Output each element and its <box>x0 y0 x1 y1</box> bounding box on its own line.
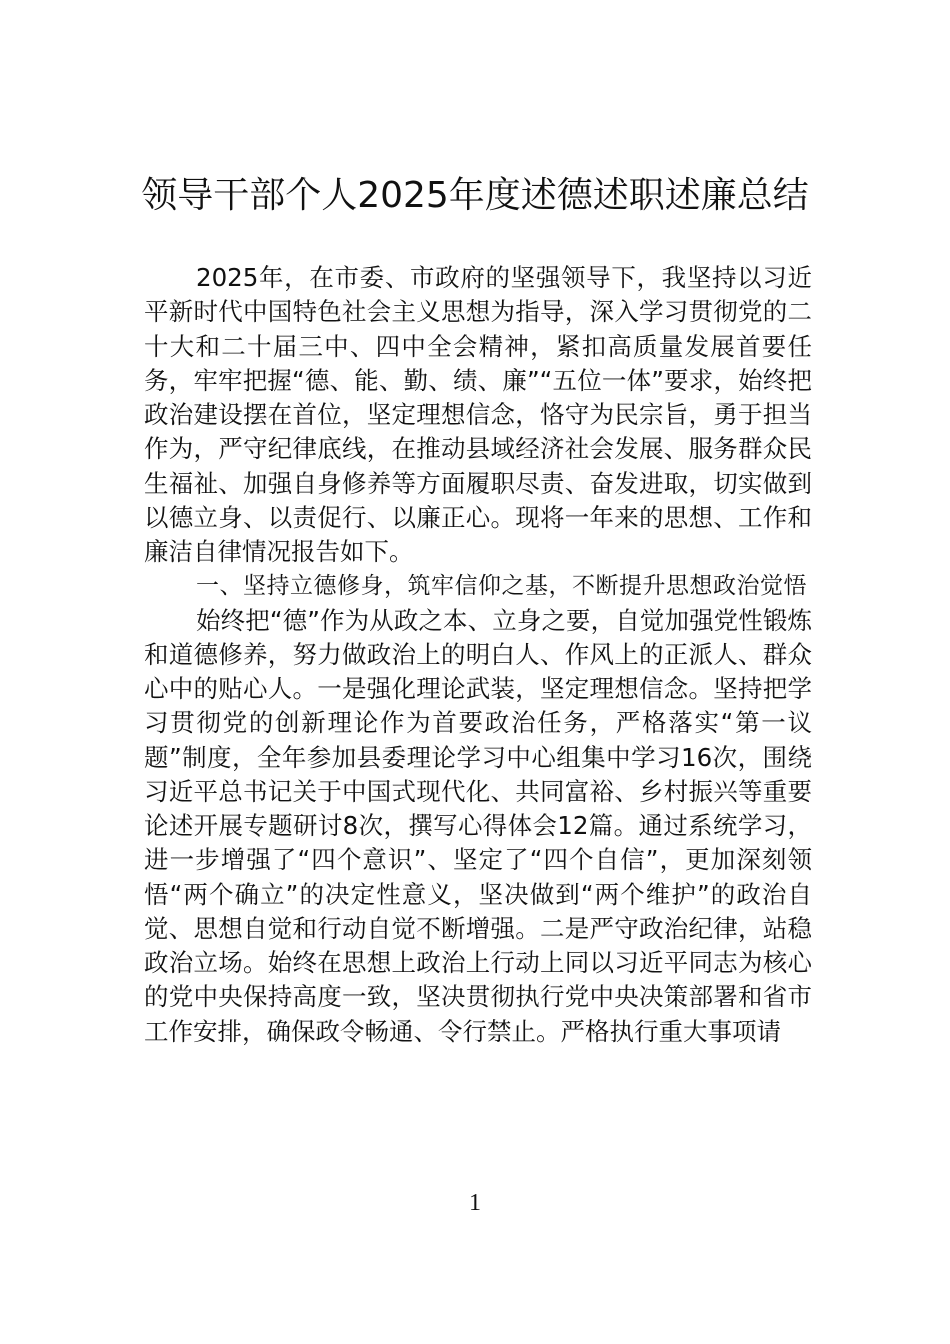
document-body <box>144 261 812 1049</box>
page-number: 1 <box>469 1190 481 1216</box>
section-heading: 一、坚持立德修身，筑牢信仰之基，不断提升思想政治觉悟 <box>196 573 807 600</box>
intro-paragraph: 2025年，在市委、市政府的坚强领导下，我坚持以习近平新时代中国特色社会主义思想为指导，深入学习贯彻党的二十大和二十届三中、四中全会精神，紧扣高质量发展首要任务，牢牢把握“德、能、勤、绩、廉”“五位一体”要求，始终把政治建设摆在首位，坚定理想信念，恪守为民宗旨，勇于担当作为，严守纪律底线，在推动县域经济社会发展、服务群众民生福祉、加强自身修养等方面履职尽责、奋发进取，切实做到以德立身、以责促行、以廉正心。现将一年来的思想、工作和廉洁自律情况报告如下。 <box>144 263 812 566</box>
section-paragraph: 始终把“德”作为从政之本、立身之要，自觉加强党性锻炼和道德修养，努力做政治上的明白人、作风上的正派人、群众心中的贴心人。一是强化理论武装，坚定理想信念。坚持把学习贯彻党的创新理论作为首要政治任务，严格落实“第一议题”制度，全年参加县委理论学习中心组集中学习16次，围绕习近平总书记关于中国式现代化、共同富裕、乡村振兴等重要论述开展专题研讨8次，撰写心得体会12篇。通过系统学习，进一步增强了“四个意识”、坚定了“四个自信”，更加深刻领悟“两个确立”的决定性意义，坚决做到“两个维护”的政治自觉、思想自觉和行动自觉不断增强。二是严守政治纪律，站稳政治立场。始终在思想上政治上行动上同以习近平同志为核心的党中央保持高度一致，坚决贯彻执行党中央决策部署和省市工作安排，确保政令畅通、令行禁止。严格执行重大事项请 <box>144 605 812 1046</box>
document-title: 领导干部个人2025年度述德述职述廉总结 <box>141 175 809 216</box>
